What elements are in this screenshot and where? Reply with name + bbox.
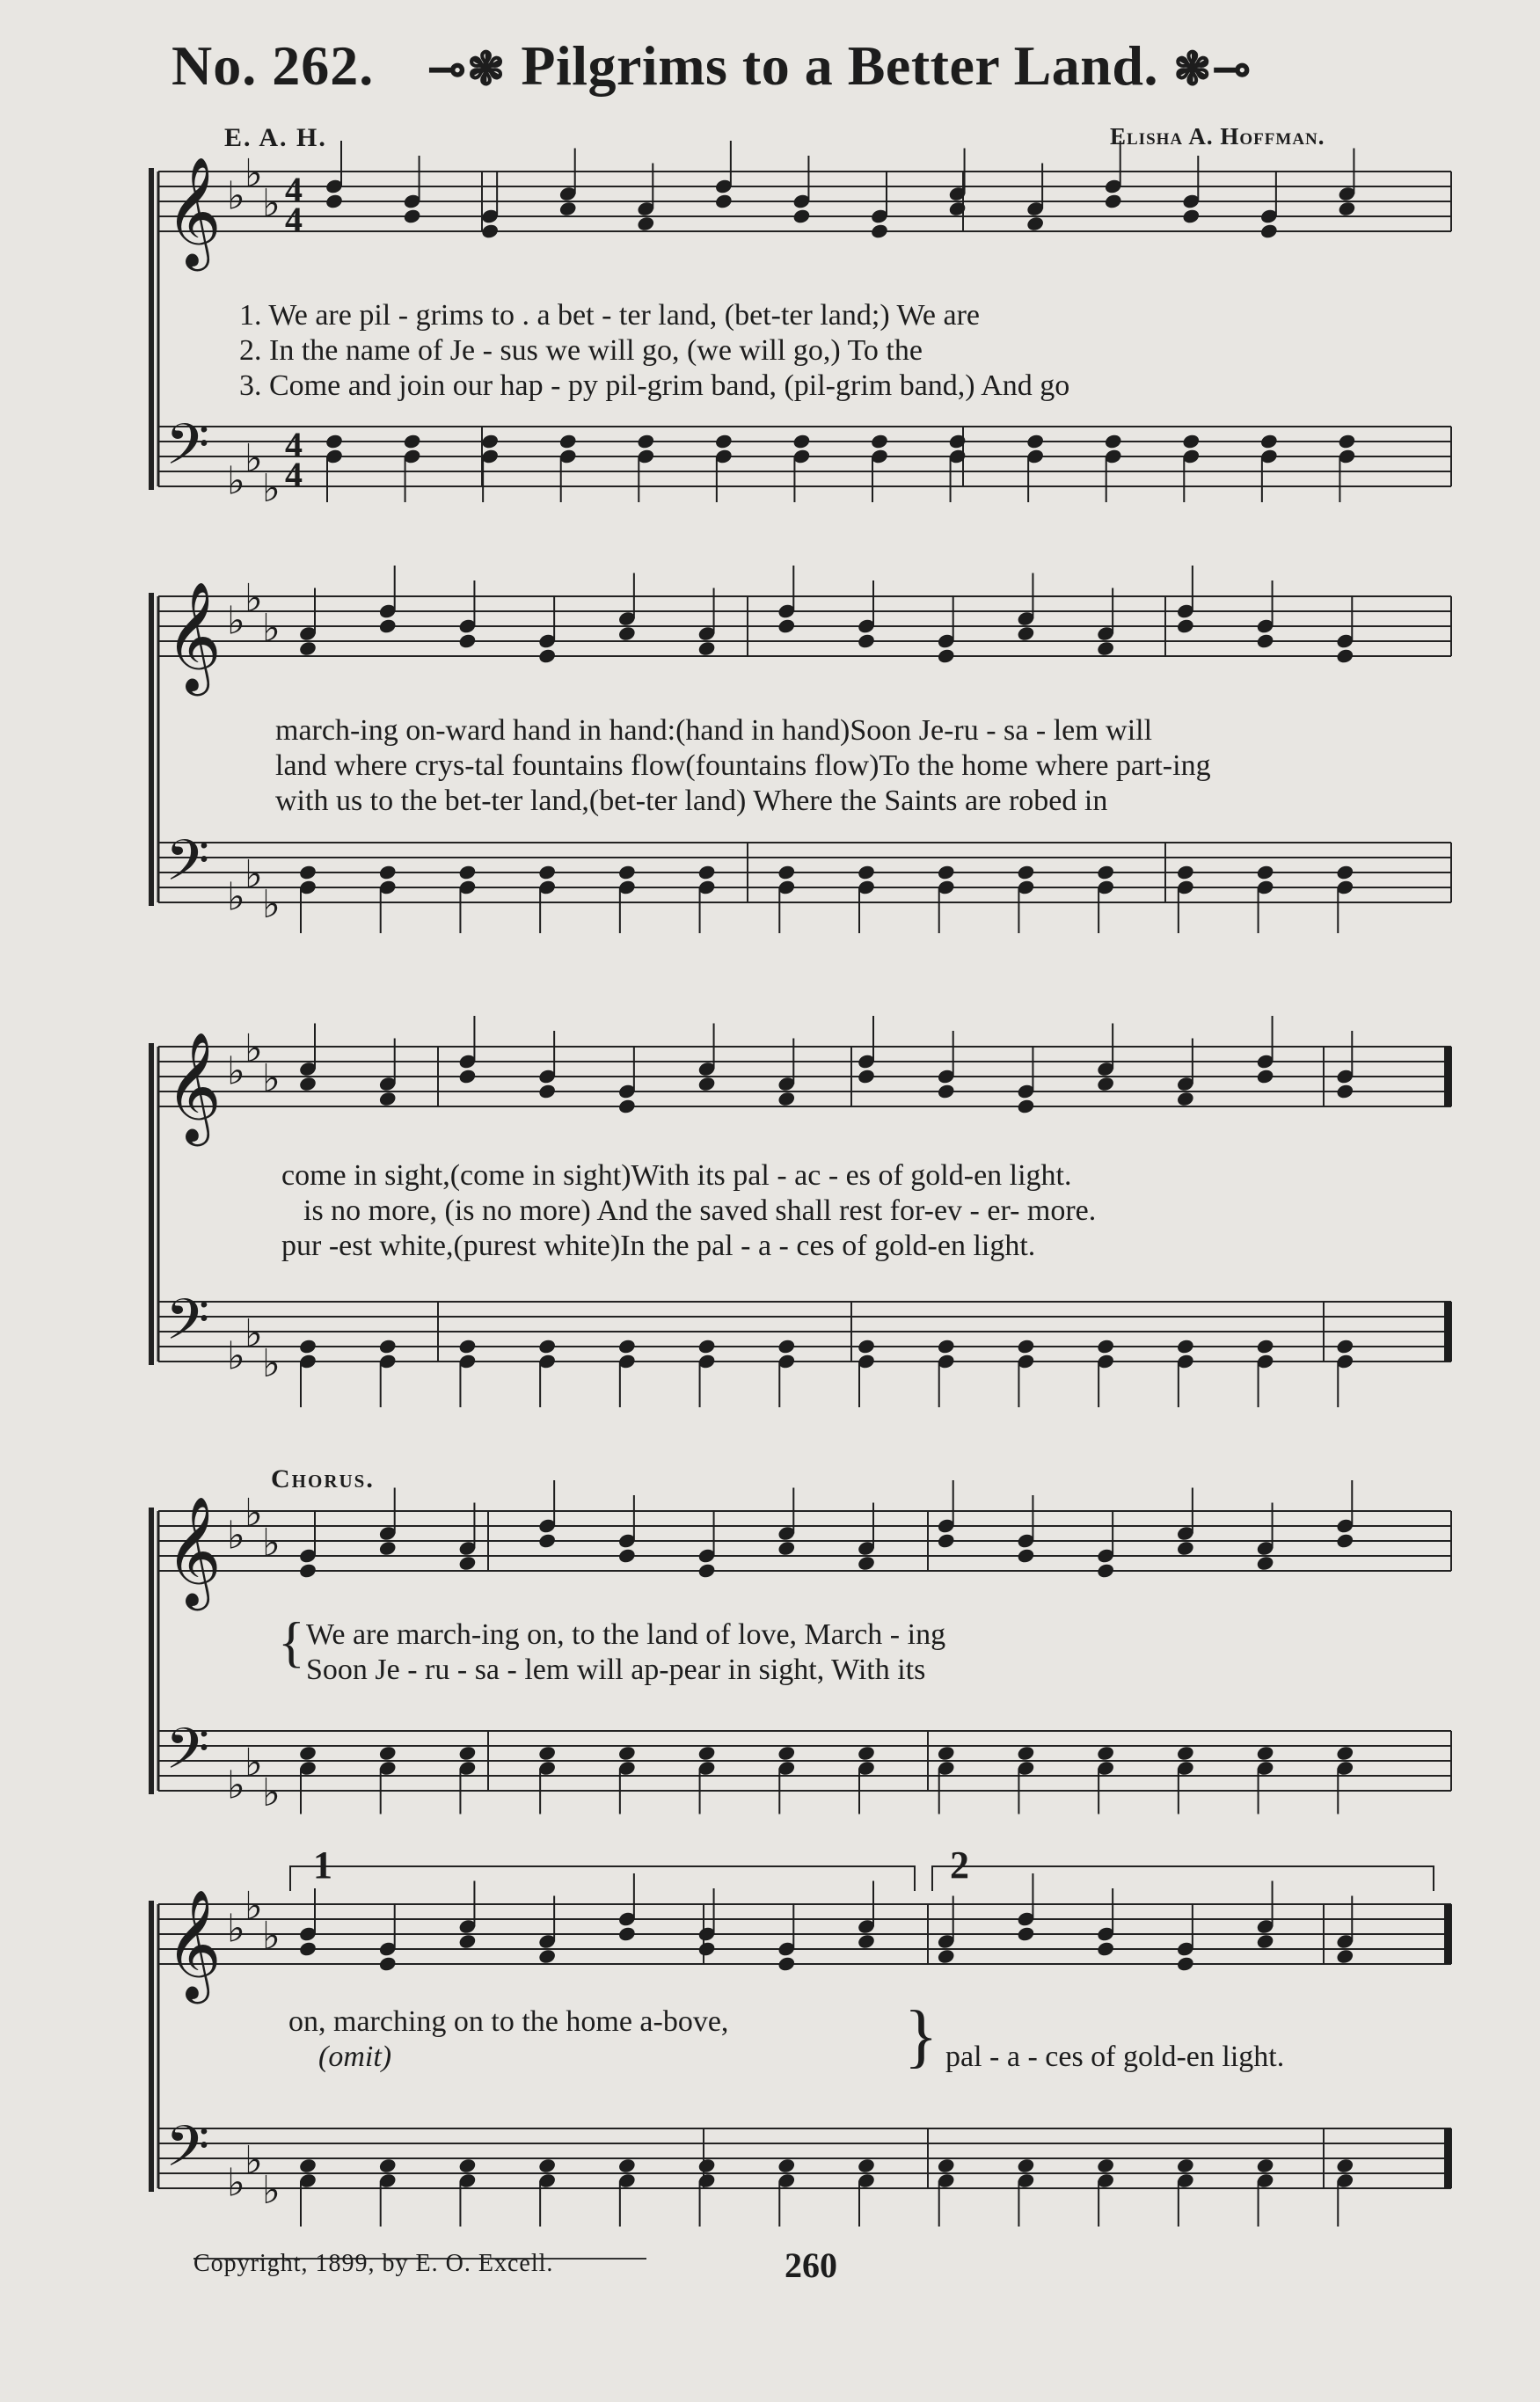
note-head bbox=[480, 223, 500, 239]
lyricist-credit: E. A. H. bbox=[224, 123, 327, 152]
note-head bbox=[617, 625, 637, 642]
final-barline bbox=[1444, 1904, 1451, 1964]
note-head bbox=[857, 632, 876, 649]
lyric-brace: } bbox=[904, 1997, 938, 2075]
note-head bbox=[617, 1925, 637, 1942]
note-head bbox=[1176, 1745, 1195, 1762]
lyric-line: 2. In the name of Je - sus we will go, (we will go,) To the bbox=[239, 334, 923, 367]
lyric-line: on, marching on to the home a-bove, bbox=[288, 2005, 729, 2038]
note-head bbox=[777, 1745, 796, 1762]
note-head bbox=[537, 864, 557, 880]
note-head bbox=[617, 1338, 637, 1354]
note-head bbox=[937, 2157, 956, 2174]
note-head bbox=[1025, 433, 1045, 449]
first-ending-bracket bbox=[290, 1866, 915, 1891]
flat-sign: ♭ bbox=[262, 1913, 281, 1959]
flat-sign: ♭ bbox=[227, 173, 245, 219]
treble-clef: 𝄞 bbox=[165, 1889, 222, 1999]
note-head bbox=[1256, 1068, 1275, 1084]
note-head bbox=[714, 433, 734, 449]
final-barline bbox=[1444, 1302, 1451, 1362]
note-head bbox=[857, 1338, 876, 1354]
note-head bbox=[298, 1338, 317, 1354]
note-head bbox=[1181, 208, 1201, 224]
flat-sign: ♭ bbox=[227, 458, 245, 504]
note-head bbox=[617, 1745, 637, 1762]
note-head bbox=[537, 2157, 557, 2174]
flat-sign: ♭ bbox=[262, 1520, 281, 1566]
note-head bbox=[325, 433, 344, 449]
note-head bbox=[458, 1745, 478, 1762]
note-head bbox=[937, 1532, 956, 1549]
flat-sign: ♭ bbox=[227, 874, 245, 920]
note-head bbox=[636, 215, 655, 232]
hymn-title: Pilgrims to a Better Land. bbox=[521, 34, 1158, 97]
note-head bbox=[857, 1745, 876, 1762]
hymn-number: No. 262. bbox=[172, 34, 375, 97]
note-head bbox=[1017, 1098, 1036, 1114]
note-head bbox=[857, 2157, 876, 2174]
note-head bbox=[458, 632, 478, 649]
bass-clef: 𝄢 bbox=[165, 1288, 210, 1367]
lyric-line: with us to the bet-ter land,(bet-ter land) Where the Saints are robed in bbox=[275, 785, 1108, 817]
lyric-line: 3. Come and join our hap - py pil-grim band, (pil-grim band,) And go bbox=[239, 369, 1070, 402]
note-head bbox=[937, 1338, 956, 1354]
lyric-line: We are march-ing on, to the land of love, March - ing bbox=[306, 1618, 946, 1651]
bass-clef: 𝄢 bbox=[165, 2114, 210, 2194]
note-head bbox=[1025, 215, 1045, 232]
note-head bbox=[1096, 2157, 1115, 2174]
note-head bbox=[1256, 864, 1275, 880]
note-head bbox=[792, 433, 812, 449]
note-head bbox=[378, 2157, 398, 2174]
note-head bbox=[1096, 640, 1115, 657]
treble-clef: 𝄞 bbox=[165, 581, 222, 691]
note-head bbox=[1096, 1338, 1115, 1354]
lyric-line: pal - a - ces of gold-en light. bbox=[945, 2041, 1285, 2073]
note-head bbox=[378, 1338, 398, 1354]
note-head bbox=[378, 864, 398, 880]
note-head bbox=[458, 1933, 478, 1950]
flat-sign: ♭ bbox=[227, 1048, 245, 1094]
flat-sign: ♭ bbox=[262, 605, 281, 651]
note-head bbox=[1017, 1925, 1036, 1942]
note-head bbox=[1256, 2157, 1275, 2174]
second-ending-bracket bbox=[932, 1866, 1434, 1891]
note-head bbox=[1096, 1562, 1115, 1579]
lyric-line: (omit) bbox=[318, 2041, 392, 2073]
note-head bbox=[857, 1555, 876, 1572]
flat-sign: ♭ bbox=[245, 150, 263, 196]
note-head bbox=[298, 1745, 317, 1762]
note-head bbox=[537, 1745, 557, 1762]
note-head bbox=[480, 433, 500, 449]
flat-sign: ♭ bbox=[227, 1333, 245, 1379]
note-head bbox=[1256, 1338, 1275, 1354]
note-head bbox=[1096, 1745, 1115, 1762]
note-head bbox=[537, 647, 557, 664]
flat-sign: ♭ bbox=[262, 1770, 281, 1815]
treble-clef: 𝄞 bbox=[165, 157, 222, 266]
note-head bbox=[458, 864, 478, 880]
lyric-brace: { bbox=[278, 1610, 305, 1673]
note-head bbox=[937, 1948, 956, 1965]
note-head bbox=[777, 1091, 796, 1107]
note-head bbox=[378, 617, 398, 634]
note-head bbox=[1017, 2157, 1036, 2174]
flat-sign: ♭ bbox=[245, 1026, 263, 1071]
note-head bbox=[1176, 1540, 1195, 1557]
note-head bbox=[298, 640, 317, 657]
note-head bbox=[403, 433, 422, 449]
flat-sign: ♭ bbox=[227, 1906, 245, 1952]
note-head bbox=[1104, 433, 1123, 449]
note-head bbox=[1096, 1940, 1115, 1957]
composer-credit: Elisha A. Hoffman. bbox=[1110, 123, 1325, 150]
note-head bbox=[458, 1338, 478, 1354]
note-head bbox=[697, 2157, 717, 2174]
note-head bbox=[937, 647, 956, 664]
time-signature: 4 bbox=[285, 200, 303, 239]
note-head bbox=[1335, 1338, 1354, 1354]
final-barline bbox=[1444, 1047, 1451, 1106]
time-signature: 4 bbox=[285, 425, 303, 464]
flat-sign: ♭ bbox=[245, 435, 263, 481]
flat-sign: ♭ bbox=[262, 1055, 281, 1101]
note-head bbox=[792, 208, 812, 224]
note-head bbox=[378, 1091, 398, 1107]
flat-sign: ♭ bbox=[245, 1490, 263, 1536]
note-head bbox=[697, 640, 717, 657]
note-head bbox=[697, 1940, 717, 1957]
note-head bbox=[1335, 1948, 1354, 1965]
time-signature: 4 bbox=[285, 455, 303, 494]
note-head bbox=[1335, 1532, 1354, 1549]
note-head bbox=[558, 433, 578, 449]
flat-sign: ♭ bbox=[227, 598, 245, 644]
lyric-line: pur -est white,(purest white)In the pal - a - ces of gold-en light. bbox=[281, 1230, 1036, 1262]
note-head bbox=[537, 1948, 557, 1965]
note-head bbox=[1176, 1091, 1195, 1107]
note-head bbox=[298, 1940, 317, 1957]
note-head bbox=[857, 1933, 876, 1950]
flat-sign: ♭ bbox=[262, 2167, 281, 2213]
note-head bbox=[1256, 1933, 1275, 1950]
page-number: 260 bbox=[785, 2245, 837, 2285]
final-barline bbox=[1444, 2128, 1451, 2188]
note-head bbox=[1335, 2157, 1354, 2174]
note-head bbox=[948, 201, 967, 217]
note-head bbox=[937, 1745, 956, 1762]
note-head bbox=[1335, 864, 1354, 880]
note-head bbox=[636, 433, 655, 449]
note-head bbox=[378, 1745, 398, 1762]
lyric-line: is no more, (is no more) And the saved shall rest for-ev - er- more. bbox=[303, 1194, 1097, 1227]
note-head bbox=[458, 2157, 478, 2174]
flat-sign: ♭ bbox=[262, 881, 281, 927]
note-head bbox=[697, 1562, 717, 1579]
flat-sign: ♭ bbox=[245, 1311, 263, 1356]
flat-sign: ♭ bbox=[245, 1883, 263, 1929]
note-head bbox=[777, 1540, 796, 1557]
note-head bbox=[777, 2157, 796, 2174]
note-head bbox=[1259, 433, 1279, 449]
note-head bbox=[298, 2157, 317, 2174]
ornament-left: ⊸❃ bbox=[427, 45, 507, 95]
note-head bbox=[558, 201, 578, 217]
lyric-line: come in sight,(come in sight)With its pal - ac - es of gold-en light. bbox=[281, 1159, 1072, 1192]
note-head bbox=[697, 1076, 717, 1092]
note-head bbox=[937, 1083, 956, 1099]
note-head bbox=[870, 223, 889, 239]
flat-sign: ♭ bbox=[262, 180, 281, 226]
note-head bbox=[378, 1540, 398, 1557]
note-head bbox=[1181, 433, 1201, 449]
note-head bbox=[617, 1547, 637, 1564]
treble-clef: 𝄞 bbox=[165, 1496, 222, 1606]
first-ending-mark: 1 bbox=[313, 1843, 332, 1887]
flat-sign: ♭ bbox=[245, 851, 263, 897]
note-head bbox=[1176, 1338, 1195, 1354]
note-head bbox=[617, 864, 637, 880]
note-head bbox=[1335, 1745, 1354, 1762]
note-head bbox=[948, 433, 967, 449]
flat-sign: ♭ bbox=[262, 465, 281, 511]
note-head bbox=[458, 1555, 478, 1572]
note-head bbox=[697, 1338, 717, 1354]
note-head bbox=[1256, 1745, 1275, 1762]
flat-sign: ♭ bbox=[245, 1740, 263, 1785]
note-head bbox=[714, 193, 734, 209]
note-head bbox=[1104, 193, 1123, 209]
lyric-line: Soon Je - ru - sa - lem will ap-pear in sight, With its bbox=[306, 1654, 926, 1686]
note-head bbox=[1017, 1745, 1036, 1762]
flat-sign: ♭ bbox=[262, 1340, 281, 1386]
note-head bbox=[1176, 2157, 1195, 2174]
note-head bbox=[777, 617, 796, 634]
note-head bbox=[697, 864, 717, 880]
note-head bbox=[403, 208, 422, 224]
bass-clef: 𝄢 bbox=[165, 413, 210, 492]
second-ending-mark: 2 bbox=[950, 1843, 969, 1887]
note-head bbox=[1256, 632, 1275, 649]
note-head bbox=[298, 1562, 317, 1579]
note-head bbox=[1096, 1076, 1115, 1092]
note-head bbox=[1176, 1955, 1195, 1972]
lyric-line: 1. We are pil - grims to . a bet - ter land, (bet-ter land;) We are bbox=[239, 299, 980, 332]
time-signature: 4 bbox=[285, 170, 303, 209]
note-head bbox=[777, 864, 796, 880]
chorus-label: Chorus. bbox=[271, 1464, 375, 1493]
note-head bbox=[1338, 201, 1357, 217]
note-head bbox=[1017, 864, 1036, 880]
ornament-right: ❃⊸ bbox=[1172, 45, 1252, 95]
note-head bbox=[1176, 864, 1195, 880]
copyright-notice: Copyright, 1899, by E. O. Excell. bbox=[193, 2250, 554, 2277]
note-head bbox=[1338, 433, 1357, 449]
flat-sign: ♭ bbox=[227, 2160, 245, 2206]
note-head bbox=[1335, 647, 1354, 664]
note-head bbox=[537, 1083, 557, 1099]
note-head bbox=[298, 864, 317, 880]
lyric-line: land where crys-tal fountains flow(fountains flow)To the home where part-ing bbox=[275, 749, 1211, 782]
bass-clef: 𝄢 bbox=[165, 1717, 210, 1796]
note-head bbox=[617, 2157, 637, 2174]
note-head bbox=[857, 1068, 876, 1084]
note-head bbox=[378, 1955, 398, 1972]
note-head bbox=[537, 1532, 557, 1549]
note-head bbox=[857, 864, 876, 880]
note-head bbox=[697, 1745, 717, 1762]
note-head bbox=[777, 1955, 796, 1972]
lyric-line: march-ing on-ward hand in hand:(hand in hand)Soon Je-ru - sa - lem will bbox=[275, 714, 1153, 747]
note-head bbox=[1096, 864, 1115, 880]
flat-sign: ♭ bbox=[245, 575, 263, 621]
note-head bbox=[1017, 1547, 1036, 1564]
flat-sign: ♭ bbox=[227, 1763, 245, 1808]
flat-sign: ♭ bbox=[245, 2137, 263, 2183]
note-head bbox=[937, 864, 956, 880]
note-head bbox=[1335, 1083, 1354, 1099]
note-head bbox=[298, 1076, 317, 1092]
note-head bbox=[617, 1098, 637, 1114]
note-head bbox=[1256, 1555, 1275, 1572]
note-head bbox=[870, 433, 889, 449]
note-head bbox=[537, 1338, 557, 1354]
note-head bbox=[1176, 617, 1195, 634]
note-head bbox=[458, 1068, 478, 1084]
note-head bbox=[325, 193, 344, 209]
flat-sign: ♭ bbox=[227, 1513, 245, 1559]
note-head bbox=[777, 1338, 796, 1354]
bass-clef: 𝄢 bbox=[165, 829, 210, 908]
treble-clef: 𝄞 bbox=[165, 1032, 222, 1142]
note-head bbox=[1017, 1338, 1036, 1354]
note-head bbox=[1259, 223, 1279, 239]
note-head bbox=[1017, 625, 1036, 642]
